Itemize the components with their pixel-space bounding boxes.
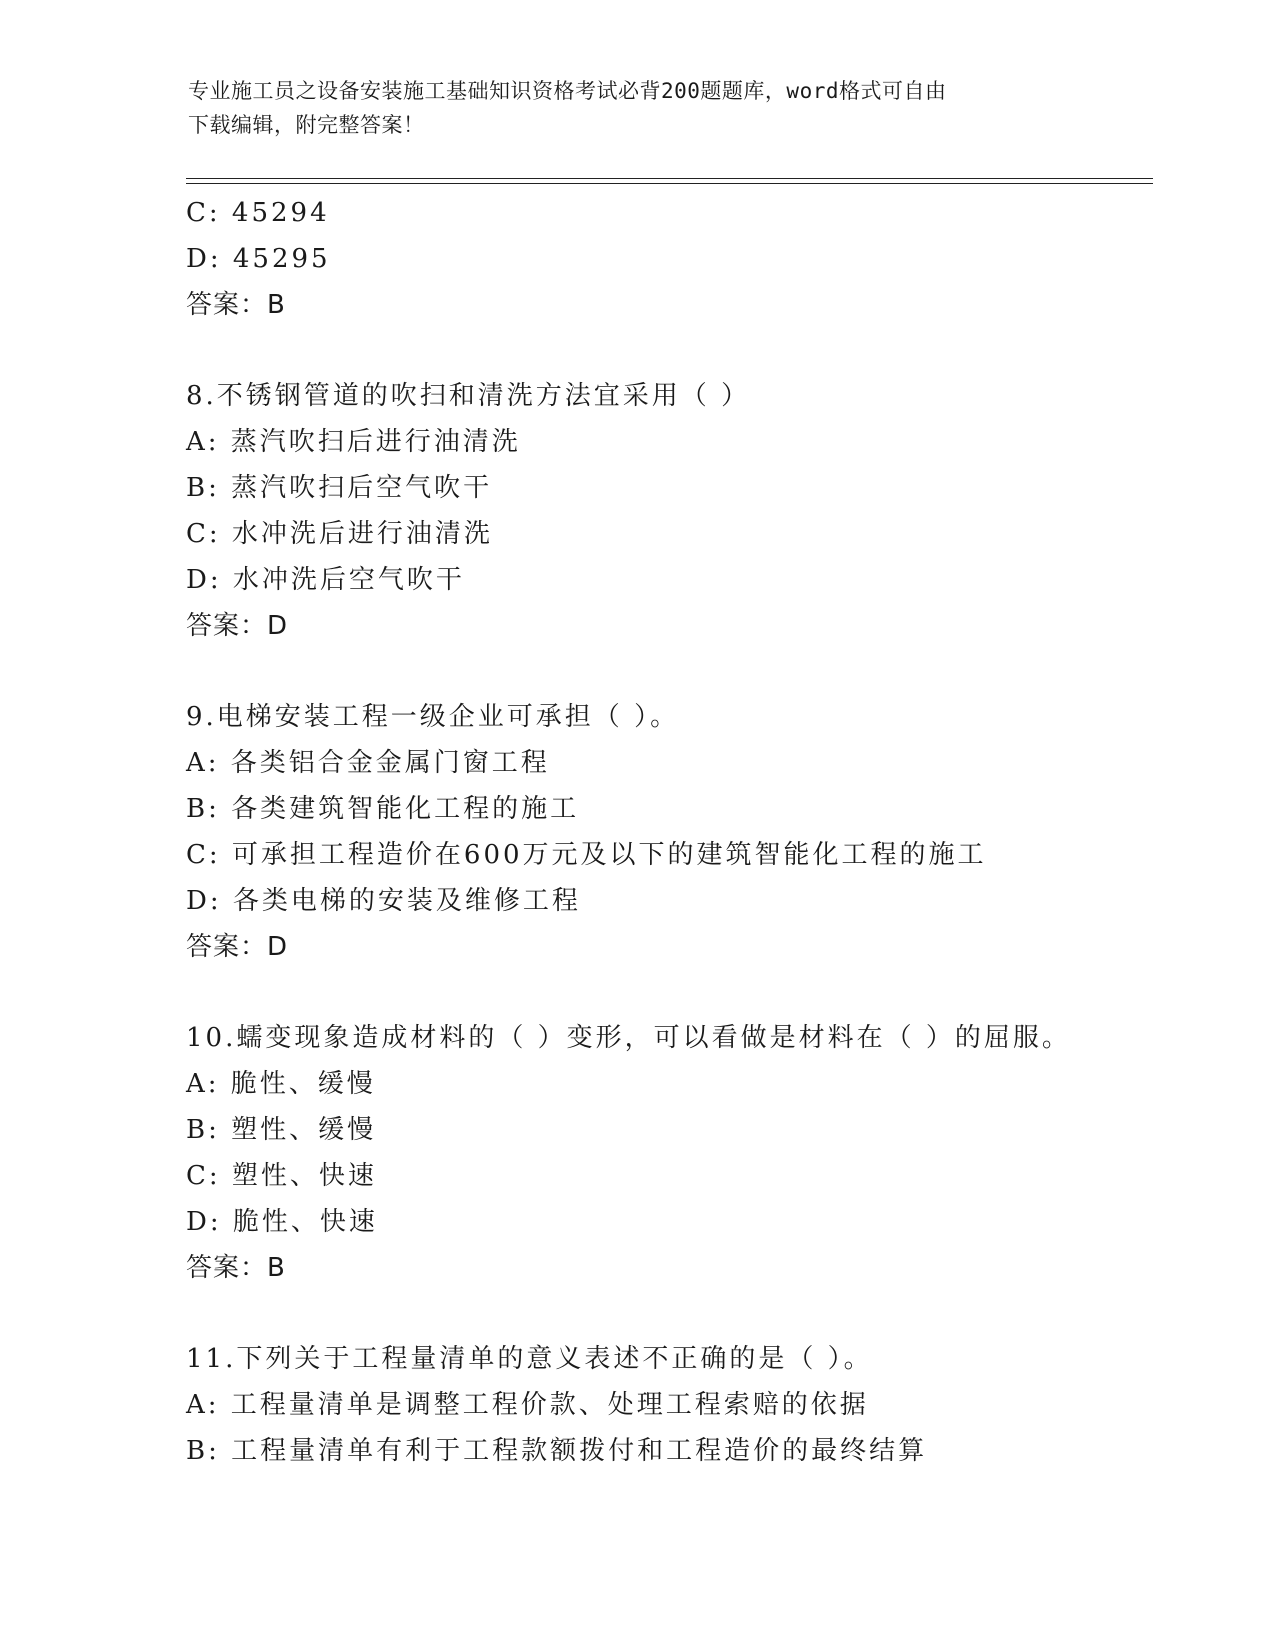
answer-line: 答案：B <box>186 1253 286 1283</box>
question-9 <box>186 694 1186 970</box>
option-a: A: 蒸汽吹扫后进行油清洗 <box>186 427 521 457</box>
option-d: D: 脆性、快速 <box>186 1207 378 1237</box>
question-text: 8.不锈钢管道的吹扫和清洗方法宜采用（ ） <box>186 381 751 411</box>
question-7-tail <box>186 190 1186 328</box>
question-text: 11.下列关于工程量清单的意义表述不正确的是（ ）。 <box>186 1344 873 1374</box>
answer-line: 答案：B <box>186 290 286 320</box>
option-a: A: 脆性、缓慢 <box>186 1069 376 1099</box>
question-8 <box>186 373 1186 649</box>
question-spacer <box>186 970 1186 1015</box>
question-11 <box>186 1336 1186 1474</box>
document-header <box>188 74 1068 142</box>
option-c: C: 水冲洗后进行油清洗 <box>186 519 493 549</box>
question-spacer <box>186 328 1186 373</box>
header-title-line-2: 下载编辑，附完整答案！ <box>188 113 425 137</box>
header-rule-top <box>186 178 1153 179</box>
option-b: B: 蒸汽吹扫后空气吹干 <box>186 473 493 503</box>
question-10 <box>186 1015 1186 1291</box>
option-b: B: 工程量清单有利于工程款额拨付和工程造价的最终结算 <box>186 1436 928 1466</box>
option-d: D: 45295 <box>186 244 331 274</box>
question-list <box>186 190 1186 1474</box>
question-spacer <box>186 649 1186 694</box>
option-d: D: 水冲洗后空气吹干 <box>186 565 465 595</box>
option-c: C: 可承担工程造价在600万元及以下的建筑智能化工程的施工 <box>186 840 987 870</box>
question-text: 10.蠕变现象造成材料的（ ）变形，可以看做是材料在（ ）的屈服。 <box>186 1023 1071 1053</box>
option-a: A: 各类铝合金金属门窗工程 <box>186 748 550 778</box>
option-c: C: 塑性、快速 <box>186 1161 377 1191</box>
option-b: B: 塑性、缓慢 <box>186 1115 377 1145</box>
answer-line: 答案：D <box>186 932 289 962</box>
header-title-line-1: 专业施工员之设备安装施工基础知识资格考试必背200题题库，word格式可自由 <box>188 79 947 103</box>
question-spacer <box>186 1291 1186 1336</box>
option-c: C: 45294 <box>186 198 330 228</box>
option-a: A: 工程量清单是调整工程价款、处理工程索赔的依据 <box>186 1390 869 1420</box>
answer-line: 答案：D <box>186 611 289 641</box>
question-text: 9.电梯安装工程一级企业可承担（ ）。 <box>186 702 680 732</box>
header-rule-bottom <box>186 183 1153 184</box>
option-b: B: 各类建筑智能化工程的施工 <box>186 794 580 824</box>
option-d: D: 各类电梯的安装及维修工程 <box>186 886 581 916</box>
